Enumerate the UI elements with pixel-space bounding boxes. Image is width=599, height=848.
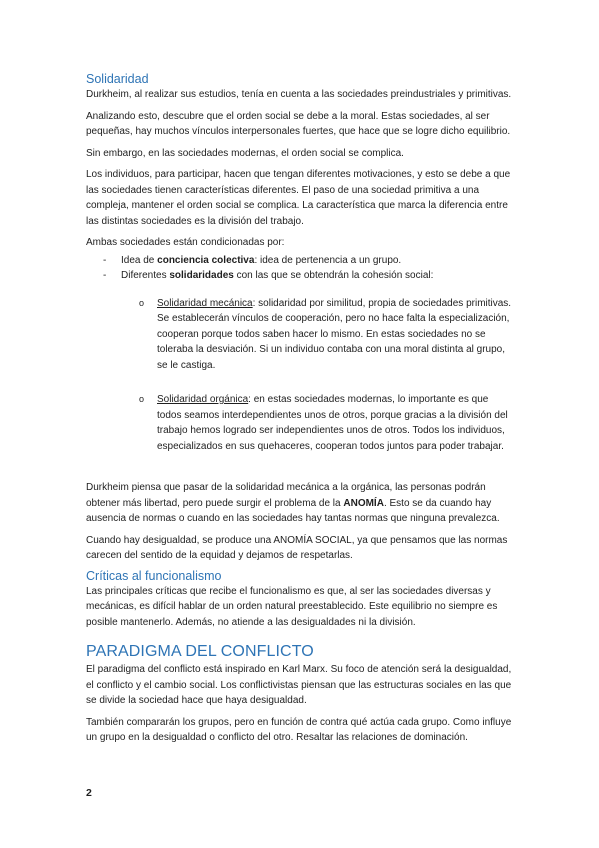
dash-marker: - (103, 254, 107, 266)
solidaridad-heading: Solidaridad (86, 72, 149, 86)
paragraph: Durkheim, al realizar sus estudios, tenía en cuenta a las sociedades preindustriales y primitivas. (86, 89, 512, 100)
criticas-heading: Críticas al funcionalismo (86, 568, 222, 583)
list-item-text: con las que se obtendrán la cohesión social: (233, 270, 434, 281)
paragraph: El paradigma del conflicto está inspirado en Karl Marx. Su foco de atención será la desigualdad, el conflicto y el cambio social. Los conflictivistas piensan que las estructuras sociales en las que se divide la sociedad hace que haya desigualdad. (86, 664, 512, 706)
list-item-text: Diferentes (121, 270, 170, 281)
list-item (86, 253, 514, 269)
circle-marker: o (139, 297, 145, 308)
list-item-bold: solidaridades (169, 270, 234, 281)
term-underlined: Solidaridad orgánica (157, 394, 249, 405)
paragraph: Los individuos, para participar, hacen que tengan diferentes motivaciones, y esto se debe a que las sociedades tienen características diferentes. El paso de una sociedad primitiva a una compleja, mantener el orden social se complica. La característica que marca la diferencia entre las distintas sociedades es la división del trabajo. (86, 169, 511, 227)
page-content (86, 71, 514, 746)
page-number: 2 (86, 787, 92, 799)
list-item-text: Idea de (121, 254, 158, 266)
sub-list-item (86, 392, 514, 454)
paragraph-text: . Esto se da cuando hay ausencia de normas o cuando en las sociedades hay tantas normas que ninguna prevalezca. (86, 497, 500, 524)
paragraph: Analizando esto, descubre que el orden social se debe a la moral. Estas sociedades, al ser pequeñas, hay muchos vínculos interpersonales fuertes, que hace que se logre dicho equilibrio. (86, 110, 511, 137)
list-item-bold: conciencia colectiva (157, 254, 255, 266)
paragraph: Cuando hay desigualdad, se produce una ANOMÍA SOCIAL, ya que pensamos que las normas carecen del sentido de la equidad y dejamos de respetarlas. (86, 534, 508, 561)
dash-marker: - (103, 270, 107, 281)
paragraph: Las principales críticas que recibe el funcionalismo es que, al ser las sociedades diversas y mecánicas, es difícil hablar de un orden natural preestablecido. Este equilibrio no siempre es posible mantenerlo. Además, no atiende a las desigualdades ni la división. (86, 585, 498, 628)
sub-list (86, 296, 514, 455)
sub-list-item (86, 296, 514, 374)
conflicto-heading: PARADIGMA DEL CONFLICTO (86, 643, 314, 660)
paragraph-bold: ANOMÍA (343, 497, 384, 509)
list-item (86, 268, 514, 284)
term-underlined: Solidaridad mecánica (157, 297, 253, 309)
sub-list-text: : en estas sociedades modernas, lo importante es que todos seamos interdependientes unos de otros, porque gracias a la división del trabajo hemos logrado ser independientes unos de otros. Todos los individuos, especializados en sus quehaceres, cooperan todos juntos para poder trabajar. (157, 394, 508, 452)
paragraph: Sin embargo, en las sociedades modernas, el orden social se complica. (86, 147, 404, 159)
list-item-text: : idea de pertenencia a un grupo. (254, 254, 402, 266)
sub-list-text: : solidaridad por similitud, propia de sociedades primitivas. Se establecerán vínculos de cooperación, pero no hace falta la especialización, cooperan porque todos saben hacer lo mismo. En estas sociedades no se toleraba la desviación. Si un individuo contaba con una moral distinta al grupo, se le castiga. (157, 297, 512, 371)
dash-list (86, 253, 514, 284)
circle-marker: o (139, 394, 145, 404)
paragraph-text: Durkheim piensa que pasar de la solidaridad mecánica a la orgánica, las personas podrán obtener más libertad, pero puede surgir el problema de la (86, 482, 486, 509)
paragraph: Ambas sociedades están condicionadas por: (86, 237, 285, 248)
paragraph: También compararán los grupos, pero en función de contra qué actúa cada grupo. Como influye un grupo en la desigualdad o conflicto del otro. Resaltar las relaciones de dominación. (86, 716, 512, 743)
paragraph (86, 480, 514, 527)
